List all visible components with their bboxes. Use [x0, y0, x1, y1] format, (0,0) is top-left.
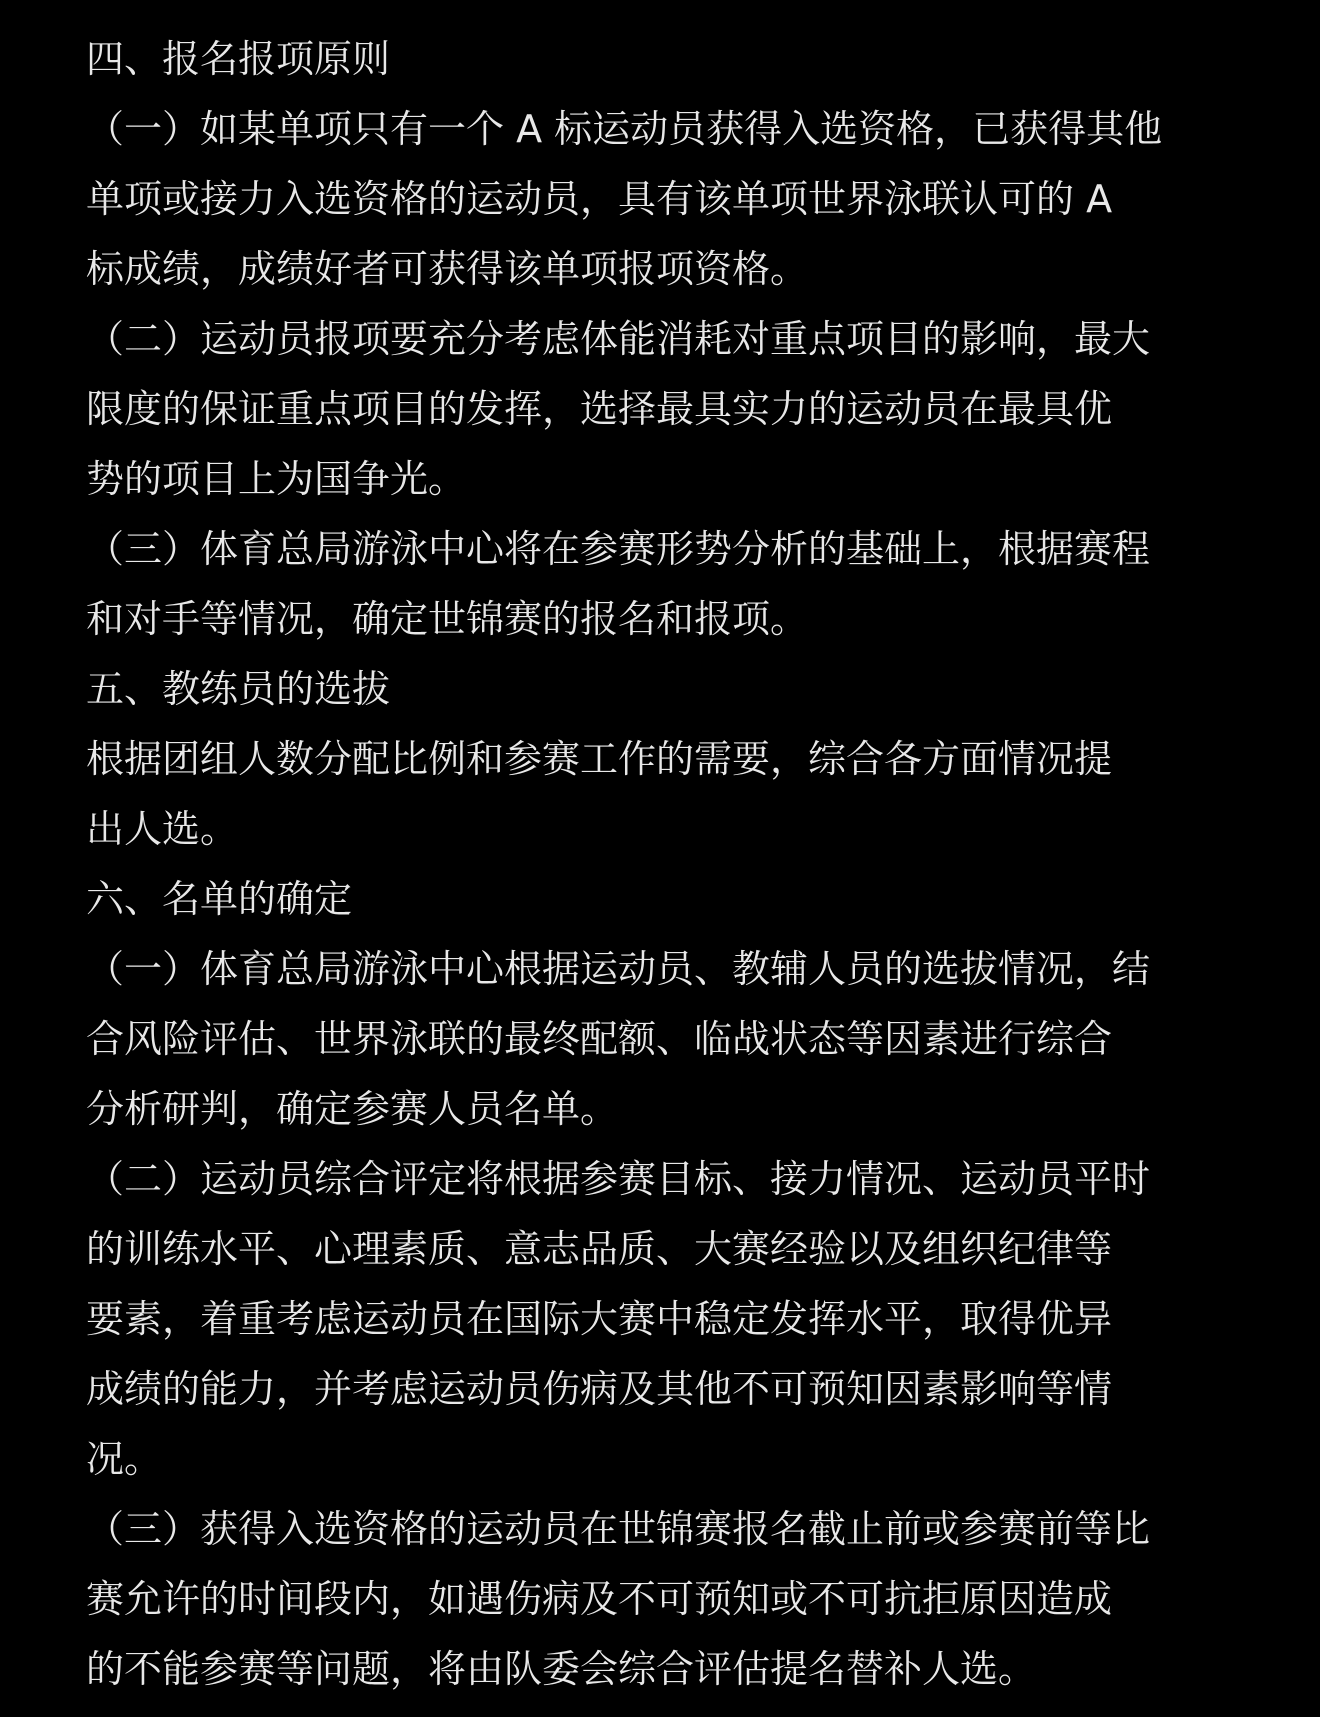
section-4-item-1: [86, 94, 1236, 304]
section-5-body: [86, 724, 1236, 864]
paragraph-line: 限度的保证重点项目的发挥，选择最具实力的运动员在最具优: [86, 387, 1113, 431]
section-4-item-2: [86, 304, 1236, 514]
paragraph-line: 赛允许的时间段内，如遇伤病及不可预知或不可抗拒原因造成: [86, 1577, 1113, 1621]
paragraph-line: 成绩的能力，并考虑运动员伤病及其他不可预知因素影响等情: [86, 1367, 1113, 1411]
paragraph-line: 的不能参赛等问题，将由队委会综合评估提名替补人选。: [86, 1647, 1037, 1691]
document-body: [86, 24, 1236, 1704]
paragraph-line: 根据团组人数分配比例和参赛工作的需要，综合各方面情况提: [86, 737, 1113, 781]
paragraph-line: 单项或接力入选资格的运动员，具有该单项世界泳联认可的 A: [86, 177, 1113, 221]
section-heading-6: 六、名单的确定: [86, 877, 353, 921]
paragraph-line: （三）获得入选资格的运动员在世锦赛报名截止前或参赛前等比: [86, 1507, 1151, 1551]
paragraph-line: 标成绩，成绩好者可获得该单项报项资格。: [86, 247, 809, 291]
paragraph-line: 合风险评估、世界泳联的最终配额、临战状态等因素进行综合: [86, 1017, 1113, 1061]
paragraph-line: （二）运动员综合评定将根据参赛目标、接力情况、运动员平时: [86, 1157, 1151, 1201]
section-6-item-1: [86, 934, 1236, 1144]
paragraph-line: 要素，着重考虑运动员在国际大赛中稳定发挥水平，取得优异: [86, 1297, 1113, 1341]
paragraph-line: （一）体育总局游泳中心根据运动员、教辅人员的选拔情况，结: [86, 947, 1151, 991]
paragraph-line: （三）体育总局游泳中心将在参赛形势分析的基础上，根据赛程: [86, 527, 1151, 571]
paragraph-line: 势的项目上为国争光。: [86, 457, 467, 501]
section-6-item-3: [86, 1494, 1236, 1704]
paragraph-line: 分析研判，确定参赛人员名单。: [86, 1087, 619, 1131]
section-6-item-2: [86, 1144, 1236, 1494]
paragraph-line: （一）如某单项只有一个 A 标运动员获得入选资格，已获得其他: [86, 107, 1163, 151]
paragraph-line: 况。: [86, 1437, 163, 1481]
paragraph-line: 的训练水平、心理素质、意志品质、大赛经验以及组织纪律等: [86, 1227, 1113, 1271]
paragraph-line: 和对手等情况，确定世锦赛的报名和报项。: [86, 597, 809, 641]
paragraph-line: （二）运动员报项要充分考虑体能消耗对重点项目的影响，最大: [86, 317, 1151, 361]
section-4-item-3: [86, 514, 1236, 654]
paragraph-line: 出人选。: [86, 807, 239, 851]
section-heading-5: 五、教练员的选拔: [86, 667, 391, 711]
section-heading-4: 四、报名报项原则: [86, 37, 391, 81]
